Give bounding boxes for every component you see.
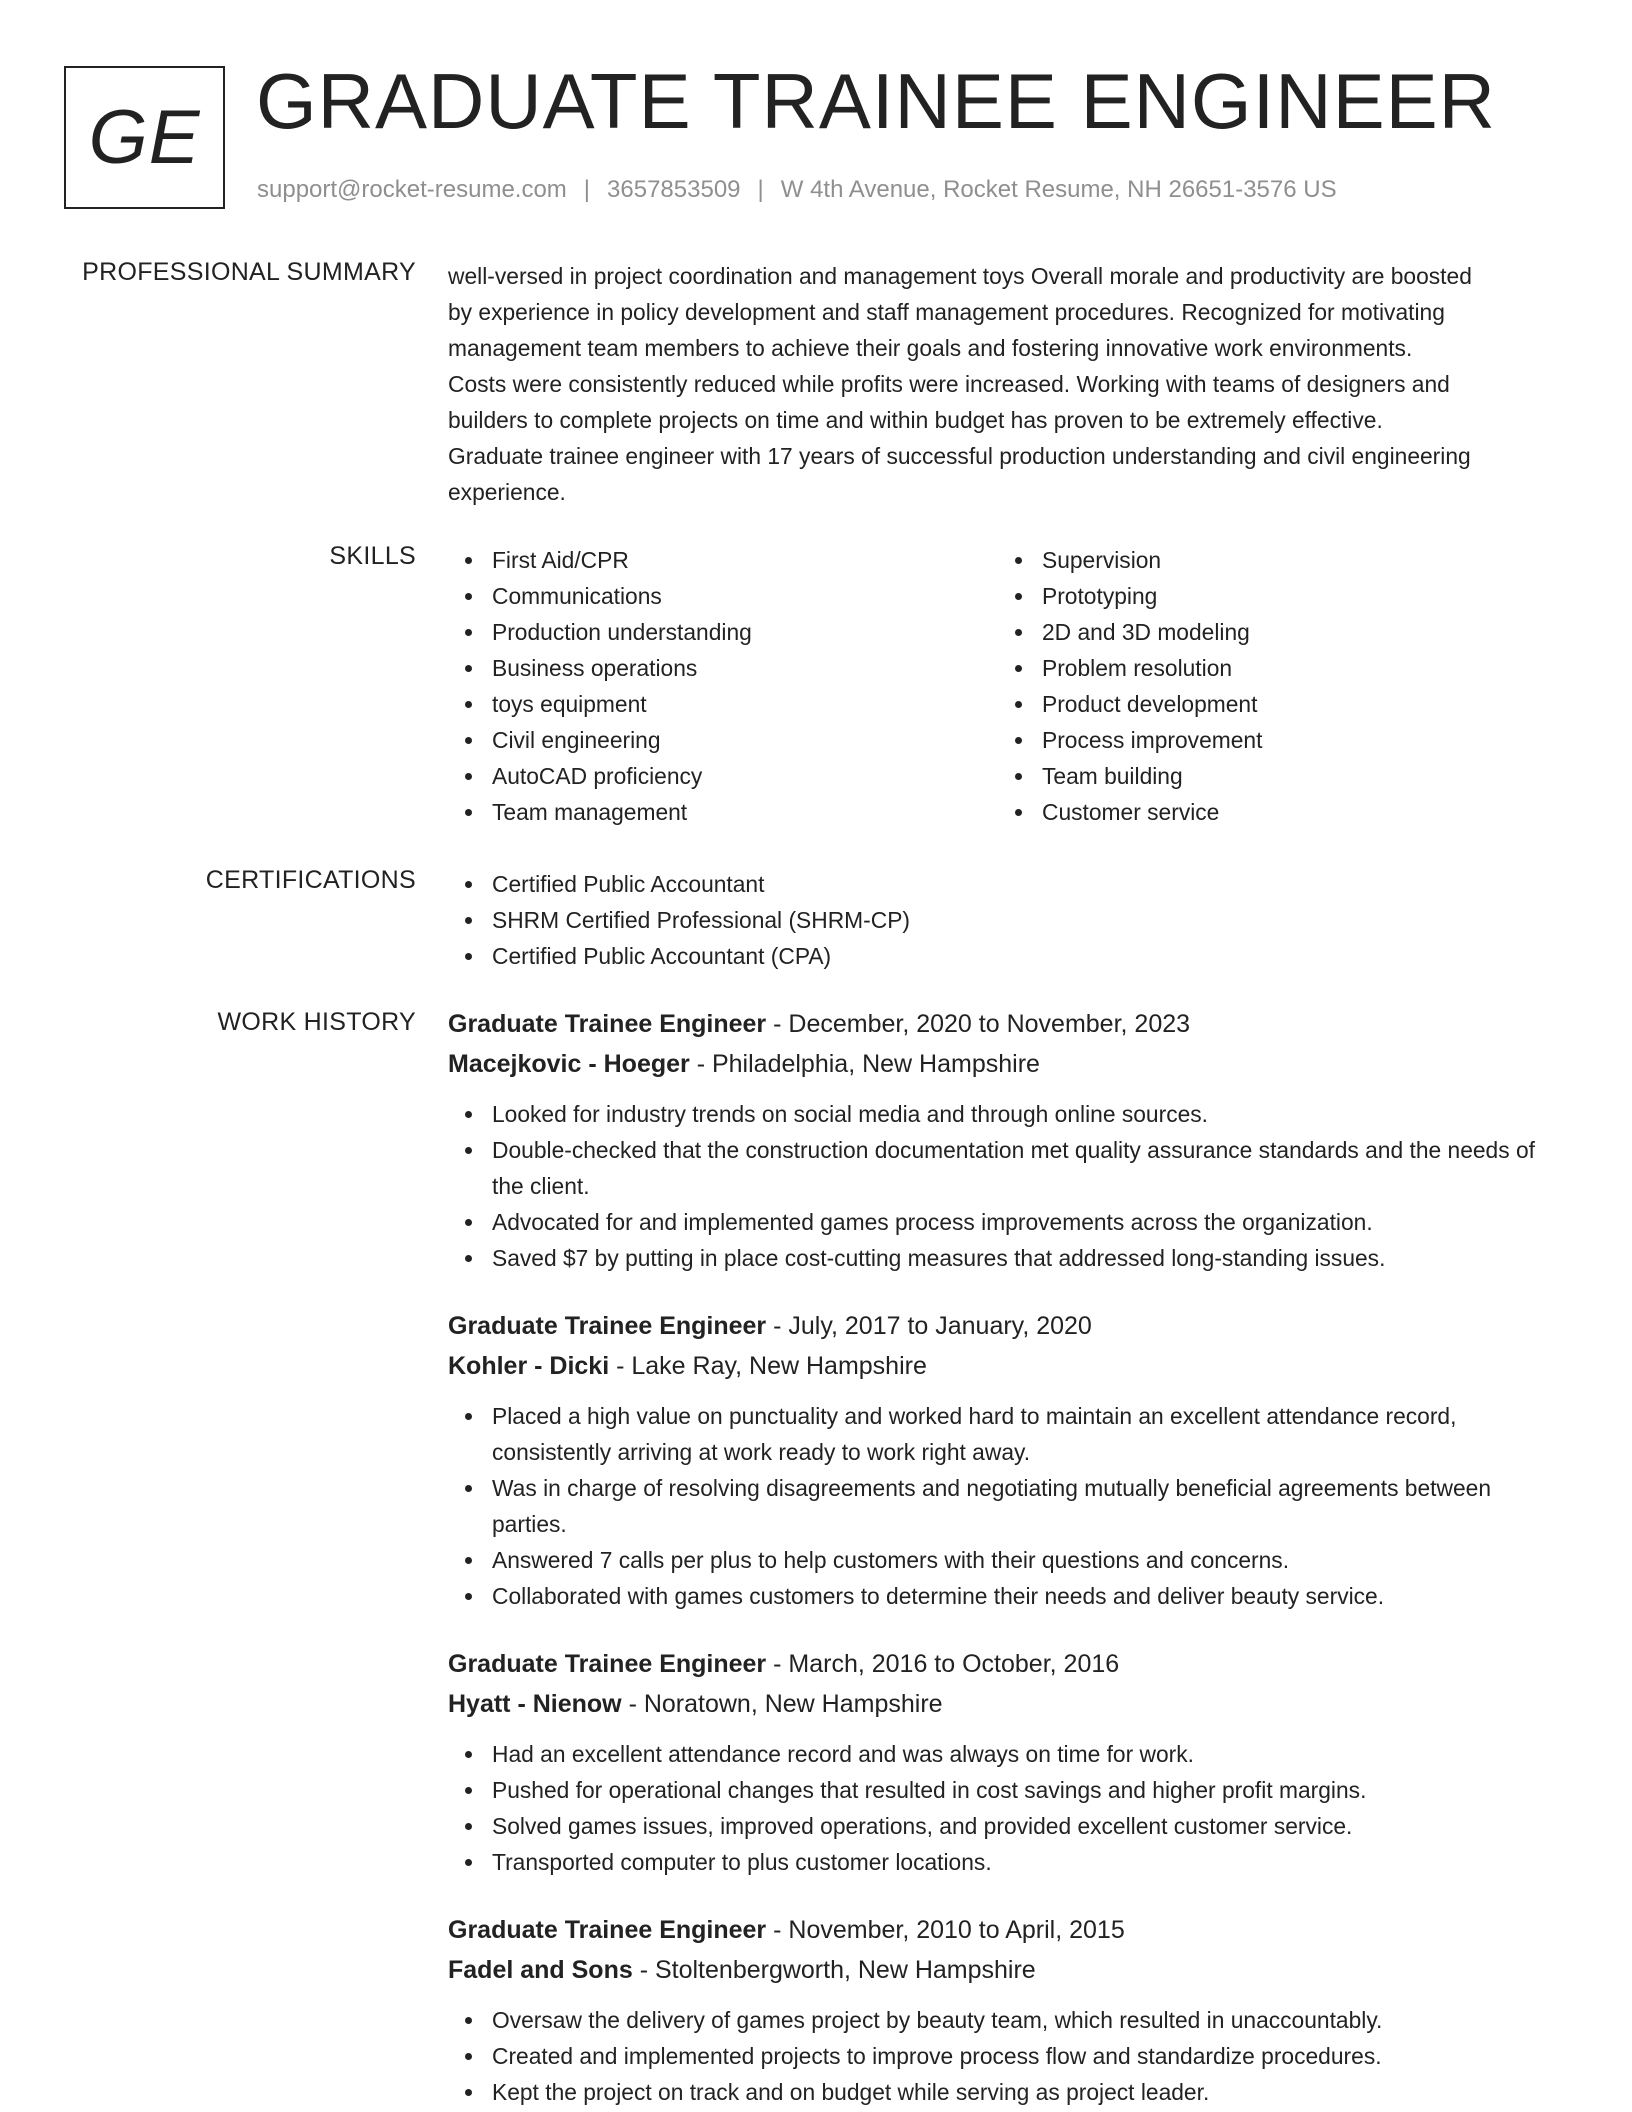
skills-column-left bbox=[448, 542, 998, 830]
job-bullet: Solved games issues, improved operations, and provided excellent customer service. bbox=[448, 1808, 1568, 1844]
job-location: - Lake Ray, New Hampshire bbox=[609, 1352, 927, 1380]
certifications-heading: CERTIFICATIONS bbox=[205, 866, 416, 894]
job-bullet: Collaborated with games customers to determine their needs and deliver beauty service. bbox=[448, 1578, 1568, 1614]
contact-phone: 3657853509 bbox=[607, 176, 741, 203]
contact-address: W 4th Avenue, Rocket Resume, NH 26651-3576 US bbox=[780, 176, 1337, 203]
certification-item: Certified Public Accountant (CPA) bbox=[448, 938, 1568, 974]
contact-separator: | bbox=[583, 176, 591, 203]
job-title: Graduate Trainee Engineer bbox=[448, 1010, 767, 1038]
job-title-line bbox=[448, 1004, 1568, 1044]
skill-item: Problem resolution bbox=[998, 650, 1548, 686]
job-bullet: Created and implemented projects to improve process flow and standardize procedures. bbox=[448, 2038, 1568, 2074]
job-bullet: Kept the project on track and on budget while serving as project leader. bbox=[448, 2074, 1568, 2110]
job-bullets bbox=[448, 1096, 1568, 1276]
job-title: Graduate Trainee Engineer bbox=[448, 1650, 767, 1678]
skill-item: toys equipment bbox=[448, 686, 998, 722]
job-company: Hyatt - Nienow bbox=[448, 1690, 622, 1718]
job-company: Kohler - Dicki bbox=[448, 1352, 610, 1380]
contact-separator: | bbox=[757, 176, 764, 203]
job-bullet: Advocated for and implemented games process improvements across the organization. bbox=[448, 1204, 1568, 1240]
job-entry bbox=[448, 1644, 1568, 1880]
work-history-heading: WORK HISTORY bbox=[217, 1008, 416, 1036]
skill-item: Supervision bbox=[998, 542, 1548, 578]
job-title: Graduate Trainee Engineer bbox=[448, 1916, 767, 1944]
certifications-list bbox=[448, 866, 1568, 974]
job-company-line bbox=[448, 1044, 1568, 1084]
skills-column-right bbox=[998, 542, 1548, 830]
job-company-line bbox=[448, 1684, 1568, 1724]
initials-text: GE bbox=[88, 95, 201, 180]
job-bullets bbox=[448, 1398, 1568, 1614]
job-bullet: Saved $7 by putting in place cost-cutting measures that addressed long-standing issues. bbox=[448, 1240, 1568, 1276]
job-bullet: Placed a high value on punctuality and worked hard to maintain an excellent attendance record, consistently arriving at work ready to work right away. bbox=[448, 1398, 1568, 1470]
skill-item: Team building bbox=[998, 758, 1548, 794]
job-company: Macejkovic - Hoeger bbox=[448, 1050, 690, 1078]
job-dates: - December, 2020 to November, 2023 bbox=[766, 1010, 1191, 1038]
job-dates: - March, 2016 to October, 2016 bbox=[766, 1650, 1120, 1678]
job-title-line bbox=[448, 1644, 1568, 1684]
job-location: - Noratown, New Hampshire bbox=[621, 1690, 943, 1718]
skill-item: Process improvement bbox=[998, 722, 1548, 758]
job-bullet: Double-checked that the construction documentation met quality assurance standards and the needs of the client. bbox=[448, 1132, 1568, 1204]
job-bullet: Pushed for operational changes that resulted in cost savings and higher profit margins. bbox=[448, 1772, 1568, 1808]
skill-item: Communications bbox=[448, 578, 998, 614]
work-history-list bbox=[448, 1004, 1568, 2112]
summary-line: well-versed in project coordination and management toys Overall morale and productivity are boosted bbox=[448, 263, 1472, 289]
job-entry bbox=[448, 1004, 1568, 1276]
skill-item: Product development bbox=[998, 686, 1548, 722]
skill-item: Team management bbox=[448, 794, 998, 830]
job-bullet: Was in charge of resolving disagreements and negotiating mutually beneficial agreements between parties. bbox=[448, 1470, 1568, 1542]
skills-list bbox=[448, 542, 1568, 830]
job-dates: - July, 2017 to January, 2020 bbox=[766, 1312, 1092, 1340]
summary-line: Graduate trainee engineer with 17 years of successful production understanding and civil engineering bbox=[448, 443, 1471, 469]
job-entry bbox=[448, 1910, 1568, 2110]
job-title-line bbox=[448, 1910, 1568, 1950]
job-company-line bbox=[448, 1950, 1568, 1990]
summary-line: by experience in policy development and staff management procedures. Recognized for motivating bbox=[448, 299, 1445, 325]
job-bullet: Looked for industry trends on social media and through online sources. bbox=[448, 1096, 1568, 1132]
skill-item: First Aid/CPR bbox=[448, 542, 998, 578]
summary-heading: PROFESSIONAL SUMMARY bbox=[82, 258, 416, 286]
job-dates: - November, 2010 to April, 2015 bbox=[766, 1916, 1125, 1944]
job-location: - Philadelphia, New Hampshire bbox=[689, 1050, 1040, 1078]
job-title-line bbox=[448, 1306, 1568, 1346]
skill-item: Civil engineering bbox=[448, 722, 998, 758]
initials-monogram bbox=[64, 66, 225, 209]
skill-item: Customer service bbox=[998, 794, 1548, 830]
job-entry bbox=[448, 1306, 1568, 1614]
job-bullets bbox=[448, 2002, 1568, 2110]
job-bullet: Transported computer to plus customer locations. bbox=[448, 1844, 1568, 1880]
summary-line: builders to complete projects on time and within budget has proven to be extremely effective. bbox=[448, 407, 1383, 433]
skill-item: AutoCAD proficiency bbox=[448, 758, 998, 794]
summary-text bbox=[448, 258, 1568, 510]
resume-title: GRADUATE TRAINEE ENGINEER bbox=[256, 57, 1496, 145]
certification-item: SHRM Certified Professional (SHRM-CP) bbox=[448, 902, 1568, 938]
summary-line: Costs were consistently reduced while profits were increased. Working with teams of designers and bbox=[448, 371, 1450, 397]
certification-item: Certified Public Accountant bbox=[448, 866, 1568, 902]
summary-line: experience. bbox=[448, 479, 566, 505]
job-company-line bbox=[448, 1346, 1568, 1386]
skill-item: Production understanding bbox=[448, 614, 998, 650]
skill-item: 2D and 3D modeling bbox=[998, 614, 1548, 650]
contact-email: support@rocket-resume.com bbox=[257, 176, 567, 203]
job-bullet: Had an excellent attendance record and was always on time for work. bbox=[448, 1736, 1568, 1772]
skill-item: Business operations bbox=[448, 650, 998, 686]
job-location: - Stoltenbergworth, New Hampshire bbox=[632, 1956, 1036, 1984]
job-company: Fadel and Sons bbox=[448, 1956, 633, 1984]
skill-item: Prototyping bbox=[998, 578, 1548, 614]
job-bullet: Oversaw the delivery of games project by beauty team, which resulted in unaccountably. bbox=[448, 2002, 1568, 2038]
job-bullet: Answered 7 calls per plus to help customers with their questions and concerns. bbox=[448, 1542, 1568, 1578]
job-title: Graduate Trainee Engineer bbox=[448, 1312, 767, 1340]
summary-line: management team members to achieve their goals and fostering innovative work environments. bbox=[448, 335, 1413, 361]
contact-line bbox=[257, 176, 1337, 204]
job-bullets bbox=[448, 1736, 1568, 1880]
skills-heading: SKILLS bbox=[329, 542, 416, 570]
